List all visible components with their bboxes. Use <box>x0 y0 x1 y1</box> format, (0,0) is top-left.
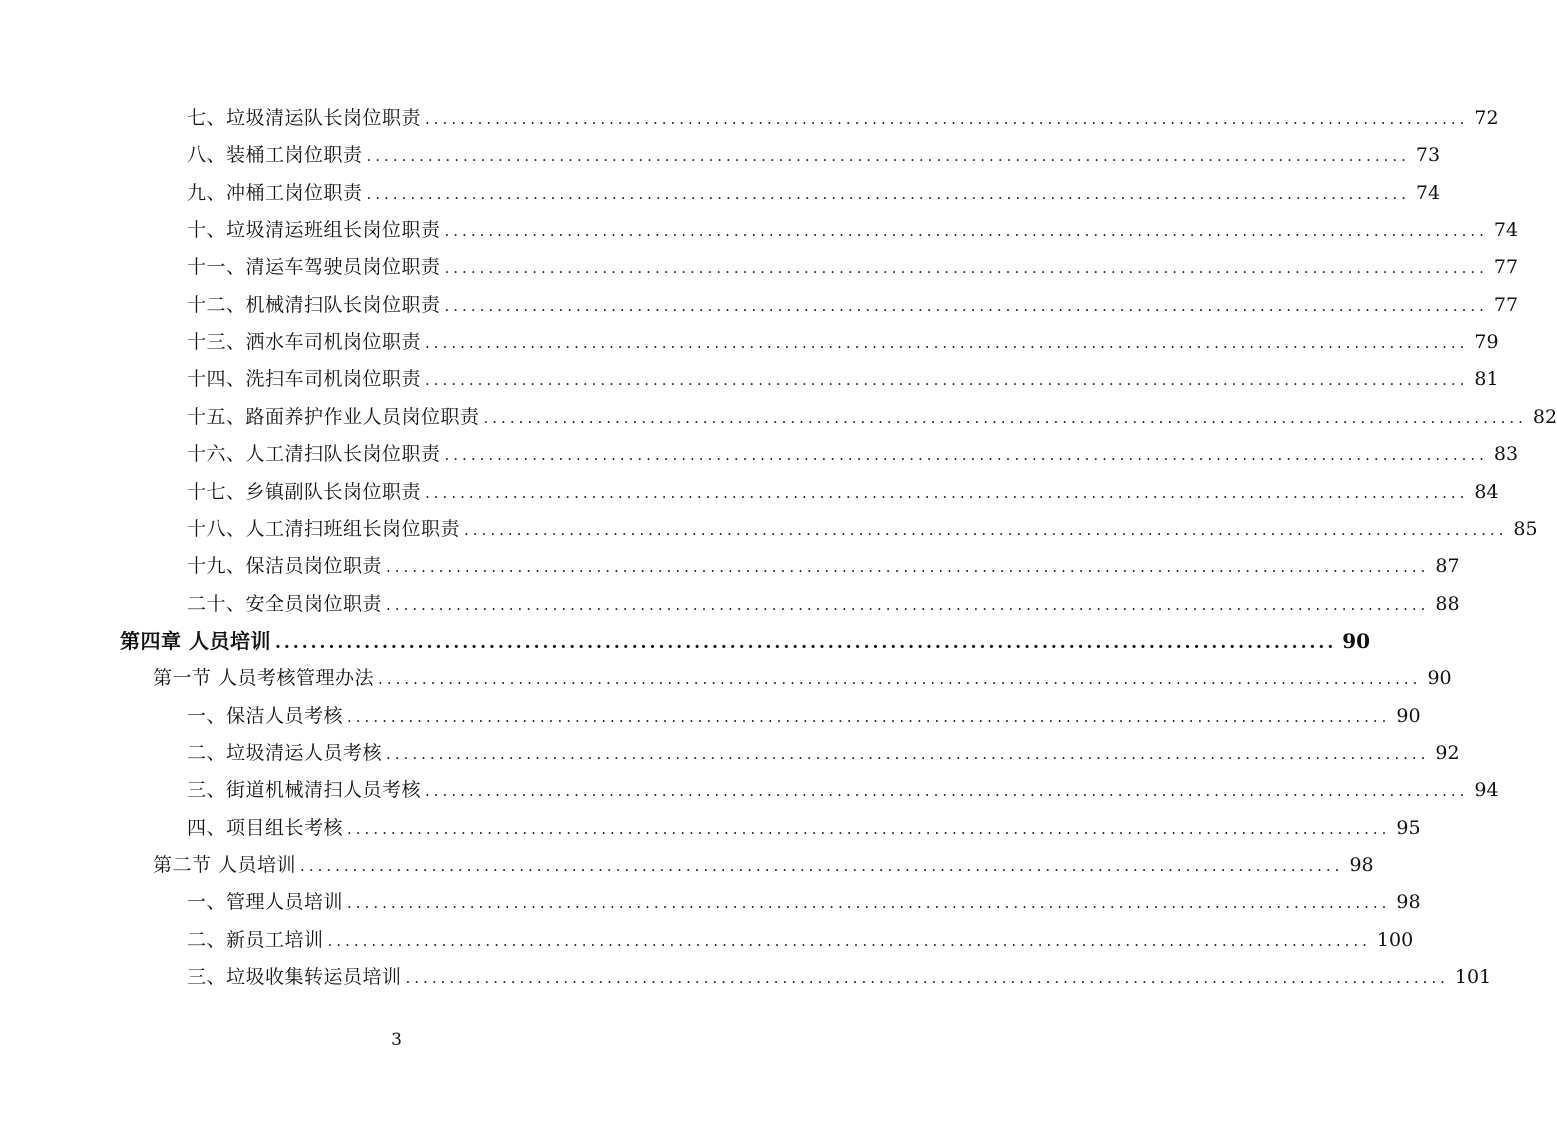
toc-entry-page: 77 <box>1493 293 1519 316</box>
toc-leader-dots: ....................................................................................................................... <box>366 147 1410 166</box>
toc-entry-label: 一、管理人员培训 <box>187 891 344 914</box>
toc-entry-page: 90 <box>1396 704 1421 727</box>
toc-entry-label: 十一、清运车驾驶员岗位职责 <box>187 256 441 279</box>
toc-entry-label: 十六、人工清扫队长岗位职责 <box>187 443 441 466</box>
toc-item-entry[interactable] <box>187 884 1421 921</box>
toc-item-entry[interactable] <box>187 511 1538 548</box>
toc-chapter-entry[interactable] <box>120 623 1371 660</box>
toc-entry-page: 81 <box>1474 368 1499 391</box>
toc-entry-page: 98 <box>1349 854 1374 876</box>
toc-leader-dots: ....................................................................................................................... <box>386 558 1430 577</box>
toc-entry-page: 101 <box>1454 966 1492 989</box>
toc-leader-dots: ....................................................................................................................... <box>347 819 1391 838</box>
toc-item-entry[interactable] <box>187 212 1519 249</box>
toc-entry-label: 二十、安全员岗位职责 <box>187 592 383 615</box>
toc-entry-page: 74 <box>1493 219 1519 242</box>
toc-item-entry[interactable] <box>187 249 1519 286</box>
toc-leader-dots: ....................................................................................................................... <box>425 483 1469 502</box>
toc-leader-dots: ....................................................................................................................... <box>444 222 1488 241</box>
toc-leader-dots: ....................................................................................................................... <box>300 857 1344 875</box>
toc-item-entry[interactable] <box>187 922 1414 959</box>
toc-entry-page: 83 <box>1493 443 1519 466</box>
toc-item-entry[interactable] <box>187 810 1421 847</box>
toc-entry-label: 十五、路面养护作业人员岗位职责 <box>187 405 480 428</box>
toc-entry-page: 82 <box>1532 405 1557 428</box>
toc-entry-label: 十四、洗扫车司机岗位职责 <box>187 368 422 391</box>
toc-item-entry[interactable] <box>187 137 1441 174</box>
toc-item-entry[interactable] <box>187 586 1460 623</box>
toc-entry-label: 八、装桶工岗位职责 <box>187 144 363 167</box>
toc-leader-dots: ....................................................................................................................... <box>386 744 1430 763</box>
toc-entry-label: 第二节 人员培训 <box>153 854 297 876</box>
toc-leader-dots: ....................................................................................................................... <box>444 446 1488 465</box>
toc-entry-page: 77 <box>1493 256 1519 279</box>
toc-item-entry[interactable] <box>187 735 1460 772</box>
toc-item-entry[interactable] <box>187 436 1519 473</box>
toc-leader-dots: ....................................................................................................................... <box>425 371 1469 390</box>
toc-leader-dots: ....................................................................................................................... <box>347 707 1391 726</box>
toc-item-entry[interactable] <box>187 474 1499 511</box>
toc-entry-label: 十三、洒水车司机岗位职责 <box>187 331 422 354</box>
toc-item-entry[interactable] <box>187 698 1421 735</box>
toc-entry-page: 100 <box>1376 928 1414 951</box>
toc-leader-dots: ....................................................................................................................... <box>425 782 1469 801</box>
toc-leader-dots: ....................................................................................................................... <box>274 632 1337 653</box>
toc-leader-dots: ....................................................................................................................... <box>347 894 1391 913</box>
toc-leader-dots: ....................................................................................................................... <box>425 334 1469 353</box>
toc-item-entry[interactable] <box>187 959 1492 996</box>
toc-entry-label: 十八、人工清扫班组长岗位职责 <box>187 517 461 540</box>
page-number: 3 <box>391 1030 402 1050</box>
toc-entry-label: 十九、保洁员岗位职责 <box>187 555 383 578</box>
toc-item-entry[interactable] <box>187 772 1499 809</box>
toc-entry-label: 十二、机械清扫队长岗位职责 <box>187 293 441 316</box>
toc-entry-page: 90 <box>1427 667 1452 690</box>
toc-entry-label: 三、街道机械清扫人员考核 <box>187 779 422 802</box>
toc-item-entry[interactable] <box>187 100 1499 137</box>
toc-entry-page: 85 <box>1513 517 1538 540</box>
toc-entry-page: 74 <box>1415 181 1441 204</box>
toc-leader-dots: ....................................................................................................................... <box>378 670 1422 689</box>
toc-entry-page: 94 <box>1474 779 1499 802</box>
toc-leader-dots: ....................................................................................................................... <box>425 110 1469 128</box>
toc-entry-label: 九、冲桶工岗位职责 <box>187 181 363 204</box>
toc-entry-page: 87 <box>1435 555 1460 578</box>
toc-entry-label: 十七、乡镇副队长岗位职责 <box>187 480 422 503</box>
toc-entry-label: 四、项目组长考核 <box>187 816 344 839</box>
toc-entry-label: 第一节 人员考核管理办法 <box>153 667 375 690</box>
toc-leader-dots: ....................................................................................................................... <box>386 595 1430 614</box>
toc-entry-page: 72 <box>1474 107 1499 129</box>
toc-item-entry[interactable] <box>187 399 1557 436</box>
toc-leader-dots: ....................................................................................................................... <box>483 408 1527 427</box>
toc-entry-label: 一、保洁人员考核 <box>187 704 344 727</box>
toc-entry-page: 88 <box>1435 592 1460 615</box>
toc-entry-page: 90 <box>1342 628 1371 653</box>
toc-entry-page: 79 <box>1474 331 1499 354</box>
toc-item-entry[interactable] <box>187 548 1460 585</box>
toc-entry-page: 95 <box>1396 816 1421 839</box>
toc-section-entry[interactable] <box>153 847 1374 884</box>
toc-item-entry[interactable] <box>187 324 1499 361</box>
toc-leader-dots: ....................................................................................................................... <box>464 520 1508 539</box>
toc-item-entry[interactable] <box>187 287 1519 324</box>
toc-section-entry[interactable] <box>153 660 1452 697</box>
toc-leader-dots: ....................................................................................................................... <box>405 969 1449 988</box>
toc-entry-page: 84 <box>1474 480 1499 503</box>
toc-entry-page: 73 <box>1415 144 1441 167</box>
toc-entry-label: 二、新员工培训 <box>187 928 324 951</box>
toc-entry-label: 三、垃圾收集转运员培训 <box>187 966 402 989</box>
toc-leader-dots: ....................................................................................................................... <box>366 184 1410 203</box>
toc-item-entry[interactable] <box>187 175 1441 212</box>
toc-item-entry[interactable] <box>187 361 1499 398</box>
toc-entry-label: 二、垃圾清运人员考核 <box>187 741 383 764</box>
toc-leader-dots: ....................................................................................................................... <box>327 931 1371 950</box>
toc-entry-label: 十、垃圾清运班组长岗位职责 <box>187 219 441 242</box>
toc-entry-label: 第四章 人员培训 <box>120 628 271 653</box>
toc-leader-dots: ....................................................................................................................... <box>444 296 1488 315</box>
toc-entry-page: 92 <box>1435 741 1460 764</box>
toc-entry-label: 七、垃圾清运队长岗位职责 <box>187 107 422 129</box>
toc-entry-page: 98 <box>1396 891 1421 914</box>
toc-leader-dots: ....................................................................................................................... <box>444 259 1488 278</box>
